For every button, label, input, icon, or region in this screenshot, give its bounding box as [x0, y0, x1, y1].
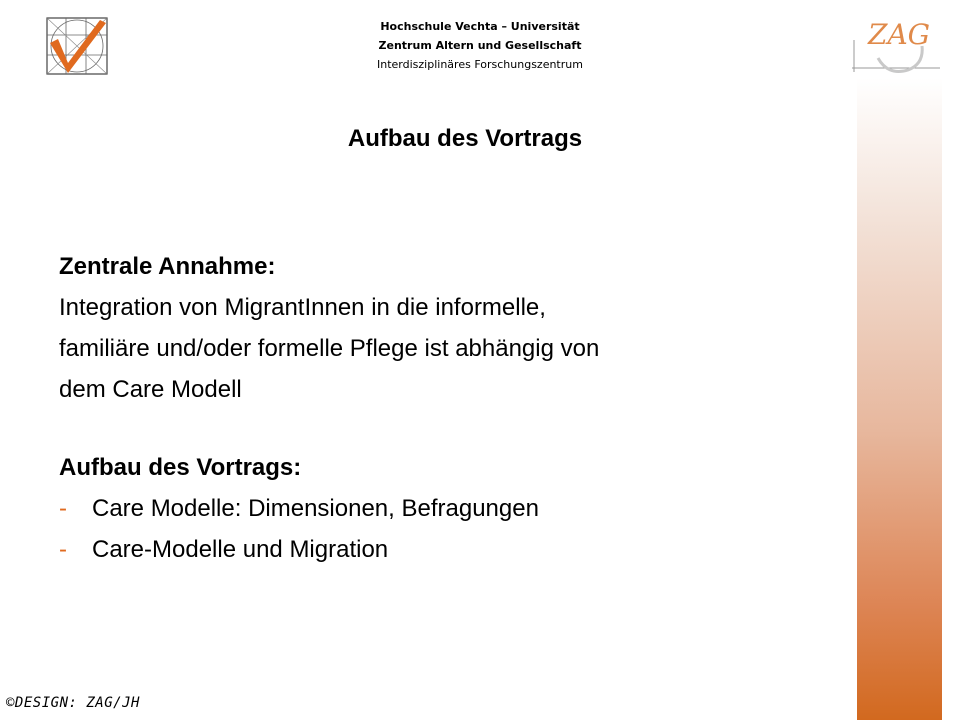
- section1-line: familiäre und/oder formelle Pflege ist abhängig von: [59, 335, 600, 362]
- section1-line: dem Care Modell: [59, 376, 242, 403]
- section1-heading: Zentrale Annahme:: [59, 253, 276, 280]
- slide-content: [59, 246, 839, 570]
- svg-text:ZAG: ZAG: [868, 18, 931, 51]
- design-credit: ©DESIGN: ZAG/JH: [6, 695, 140, 711]
- institution-header: [300, 17, 660, 74]
- section1-line: Integration von MigrantInnen in die informelle,: [59, 294, 546, 321]
- bullet-dash: -: [59, 536, 67, 563]
- bullet-item: [59, 488, 839, 529]
- university-checkmark-logo-icon: [46, 17, 108, 75]
- section2-heading: Aufbau des Vortrags:: [59, 454, 302, 481]
- page-title: Aufbau des Vortrags: [347, 125, 583, 152]
- header-university: Hochschule Vechta – Universität: [380, 20, 580, 33]
- header-center: Zentrum Altern und Gesellschaft: [378, 39, 582, 52]
- bullet-item: [59, 529, 839, 570]
- header-subtitle: Interdisziplinäres Forschungszentrum: [377, 58, 583, 71]
- bullet-dash: -: [59, 495, 67, 522]
- decorative-gradient-bar: [857, 78, 942, 720]
- bullet-text: Care-Modelle und Migration: [92, 536, 389, 563]
- zag-logo-icon: [848, 10, 942, 78]
- bullet-text: Care Modelle: Dimensionen, Befragungen: [92, 495, 539, 522]
